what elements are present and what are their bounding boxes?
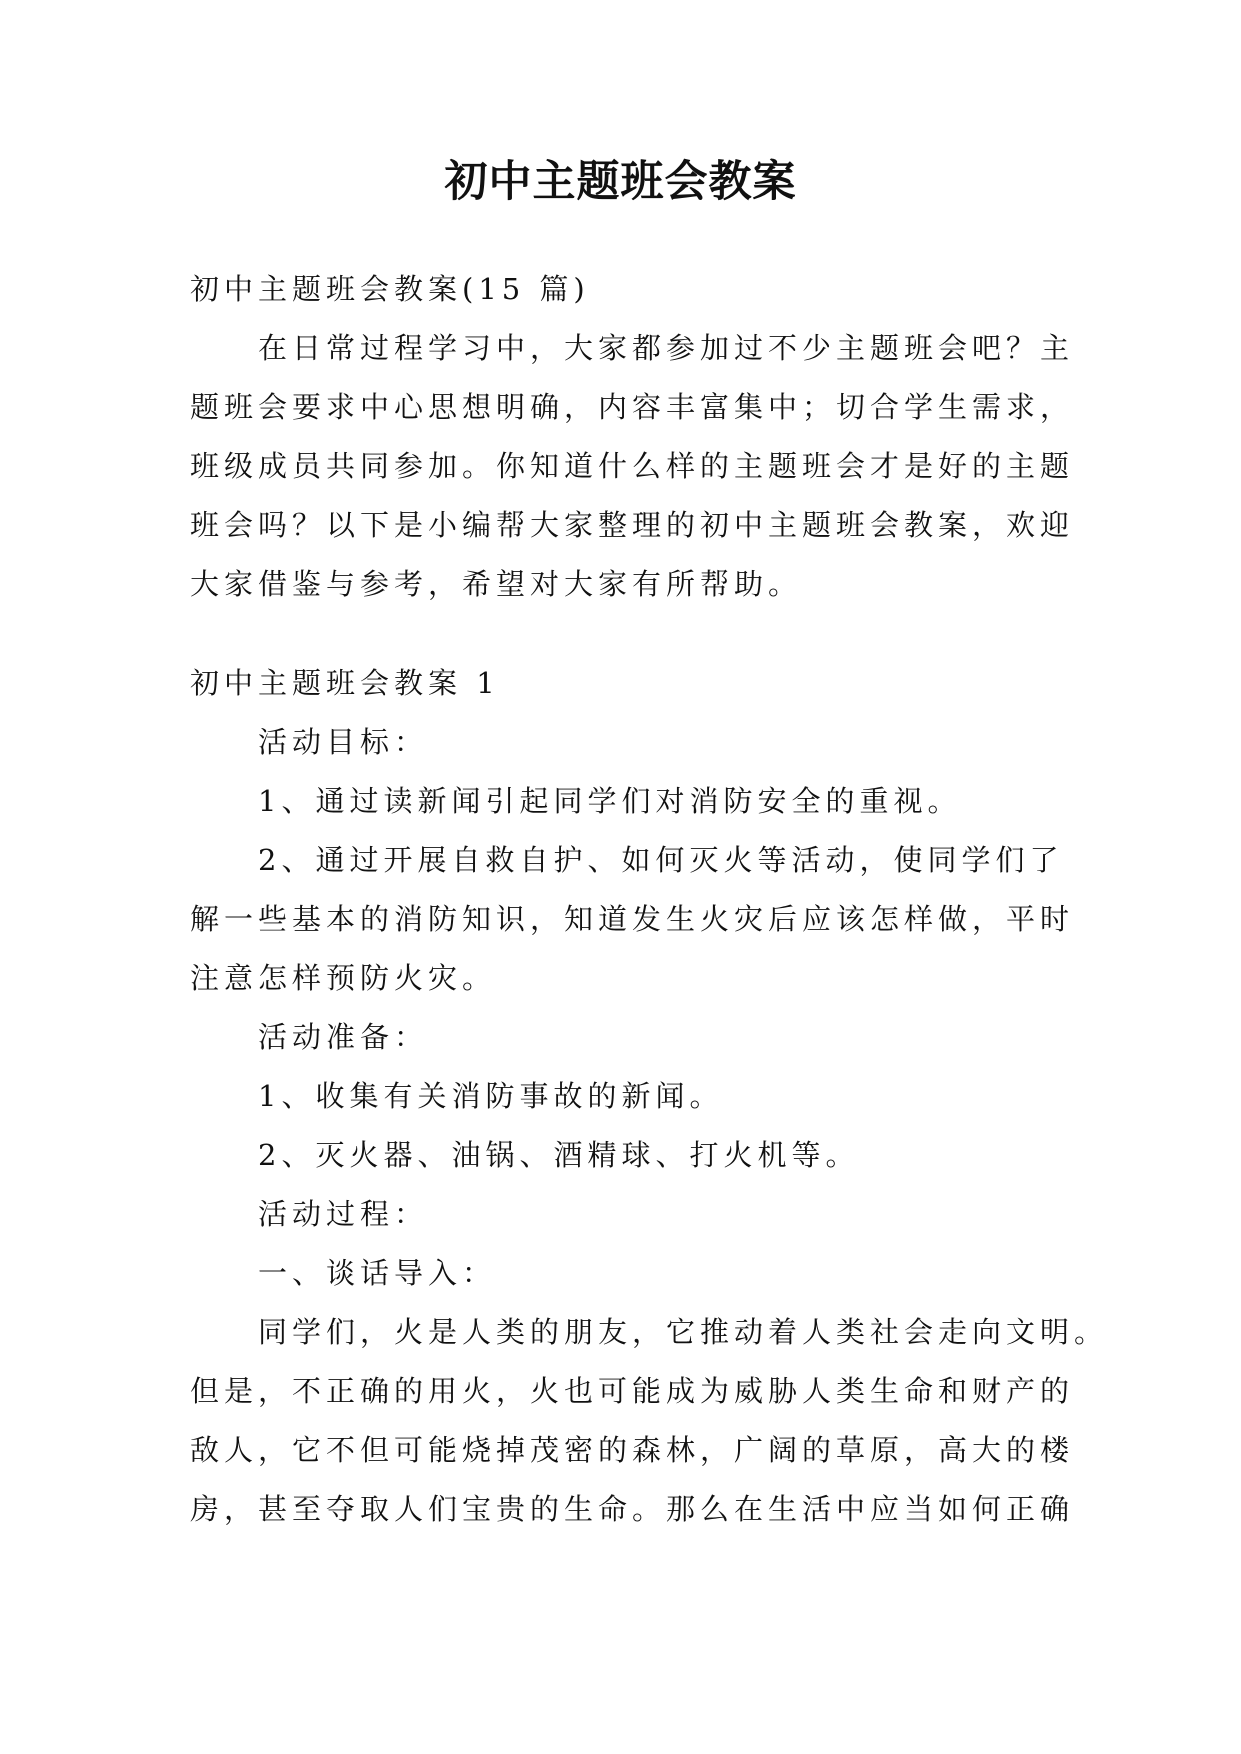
step-1-line: 同学们，火是人类的朋友，它推动着人类社会走向文明。 <box>258 1315 1109 1349</box>
section-heading: 初中主题班会教案 1 <box>190 666 500 700</box>
goal-2-line: 2、通过开展自救自护、如何灭火等活动，使同学们了 <box>258 843 1064 877</box>
document-title: 初中主题班会教案 <box>444 157 797 207</box>
step-1-label: 一、谈话导入： <box>258 1256 497 1290</box>
intro-line: 大家借鉴与参考，希望对大家有所帮助。 <box>190 567 803 601</box>
intro-line: 在日常过程学习中，大家都参加过不少主题班会吧？主 <box>258 331 1075 365</box>
step-1-line: 但是，不正确的用火，火也可能成为威胁人类生命和财产的 <box>190 1374 1075 1408</box>
prep-item-1: 1、收集有关消防事故的新闻。 <box>258 1079 724 1113</box>
goal-label: 活动目标： <box>258 725 429 759</box>
document-subtitle: 初中主题班会教案(15 篇) <box>190 272 590 306</box>
goal-2-line: 注意怎样预防火灾。 <box>190 961 497 995</box>
intro-line: 班会吗？以下是小编帮大家整理的初中主题班会教案，欢迎 <box>190 508 1075 542</box>
step-1-paragraph <box>190 1303 1109 1539</box>
intro-paragraph <box>190 319 1075 614</box>
document-body <box>190 260 1109 1539</box>
step-1-line: 敌人，它不但可能烧掉茂密的森林，广阔的草原，高大的楼 <box>190 1433 1075 1467</box>
process-label: 活动过程： <box>258 1197 429 1231</box>
intro-line: 题班会要求中心思想明确，内容丰富集中；切合学生需求， <box>190 390 1075 424</box>
goal-2-line: 解一些基本的消防知识，知道发生火灾后应该怎样做，平时 <box>190 902 1075 936</box>
prep-label: 活动准备： <box>258 1020 429 1054</box>
prep-item-2: 2、灭火器、油锅、酒精球、打火机等。 <box>258 1138 860 1172</box>
goal-item-2 <box>190 831 1075 1008</box>
intro-line: 班级成员共同参加。你知道什么样的主题班会才是好的主题 <box>190 449 1075 483</box>
goal-item-1: 1、通过读新闻引起同学们对消防安全的重视。 <box>258 784 962 818</box>
step-1-line: 房，甚至夺取人们宝贵的生命。那么在生活中应当如何正确 <box>190 1492 1075 1526</box>
